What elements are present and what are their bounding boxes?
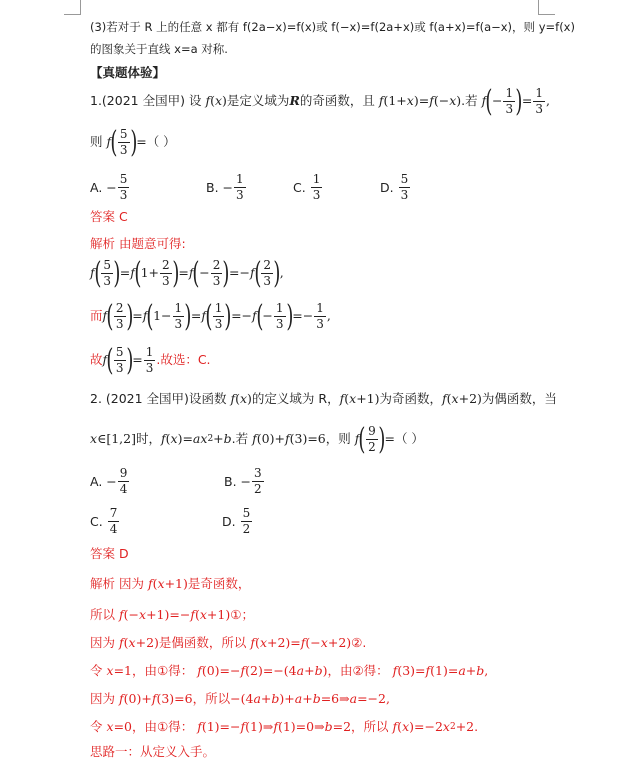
q1-answer: 答案 C: [90, 209, 128, 224]
q1-question: 则 f ( 5 3 ) =（ ）: [90, 124, 176, 160]
q2-answer: 答案 D: [90, 546, 129, 561]
q2-analysis-7: 思路一：从定义入手。: [90, 744, 216, 759]
q2-analysis-5: 因为 f (0)+ f (3)=6 ，所以 −(4 a + b )+ a + b =6⇒ a =−2,: [90, 691, 390, 706]
q1-derivation-1: f ( 5 3 ) = f ( 1+ 2 3 ) = f ( − 2 3 ) =− f ( 2 3 ) ,: [90, 255, 284, 291]
q1-derivation-2: 而 f ( 2 3 ) = f ( 1− 1 3 ) = f ( 1 3 ) =− f ( − 1 3 ) =− 1 3 ,: [90, 298, 331, 334]
q2-analysis-4: 令 x =1 ，由①得： f (0)=− f (2)=−(4 a + b ) ，由②得： f (3)= f (1)= a + b ,: [90, 663, 489, 678]
q1-option-d[interactable]: D. 5 3: [380, 172, 409, 202]
q2-option-b[interactable]: B. − $\frac{3}{2}$: [224, 466, 262, 496]
q2-analysis-1: 解析 因为 f ( x +1) 是奇函数，: [90, 576, 251, 591]
section-title: 【真题体验】: [90, 65, 166, 80]
q2-stem: 2. (2021 全国甲)设函数 f ( x ) 的定义域为 R， f ( x +1) 为奇函数， f ( x +2) 为偶函数，当: [90, 391, 557, 406]
q1-option-b[interactable]: B. − $\frac{1}{3}$: [206, 172, 244, 202]
q2-option-c[interactable]: C. 7 4: [90, 506, 118, 536]
q2-analysis-2: 所以 f (− x +1)=− f ( x +1) ①；: [90, 607, 254, 622]
intro-line-1: (3)若对于 R 上的任意 x 都有 f(2a−x)=f(x)或 f(−x)=f(2a+x)或 f(a+x)=f(a−x)，则 y=f(x): [90, 20, 575, 34]
crop-mark: [538, 0, 555, 15]
q2-option-a[interactable]: A. − $\frac{9}{4}$: [90, 466, 128, 496]
intro-line-2: 的图象关于直线 x=a 对称.: [90, 42, 228, 56]
q2-question: x ∈[1,2] 时， f ( x )= ax 2 + b .若 f (0)+ f (3)=6 ，则 f ( 9 2 ) =（ ）: [90, 421, 424, 457]
q1-stem: 1.(2021 全国甲) 设 f ( x ) 是定义域为 R 的奇函数，且 f (1+ x )= f (− x ) .若 f ( − 1 3 ) = 1 3 ,: [90, 83, 550, 119]
q1-option-c[interactable]: C. 1 3: [293, 172, 321, 202]
crop-mark: [64, 0, 81, 15]
q1-option-a[interactable]: A. − $\frac{5}{3}$: [90, 172, 128, 202]
q1-conclusion: 故 f ( 5 3 ) = 1 3 .故选：C.: [90, 342, 211, 378]
q2-option-d[interactable]: D. 5 2: [222, 506, 251, 536]
q1-analysis-head: 解析 由题意可得:: [90, 236, 186, 251]
q2-analysis-3: 因为 f ( x +2) 是偶函数，所以 f ( x +2)= f (− x +2) ②.: [90, 635, 367, 650]
q2-analysis-6: 令 x =0 ，由①得： f (1)=− f (1)⇒ f (1)=0⇒ b =2 ，所以 f ( x )=−2 x 2 +2.: [90, 719, 479, 734]
